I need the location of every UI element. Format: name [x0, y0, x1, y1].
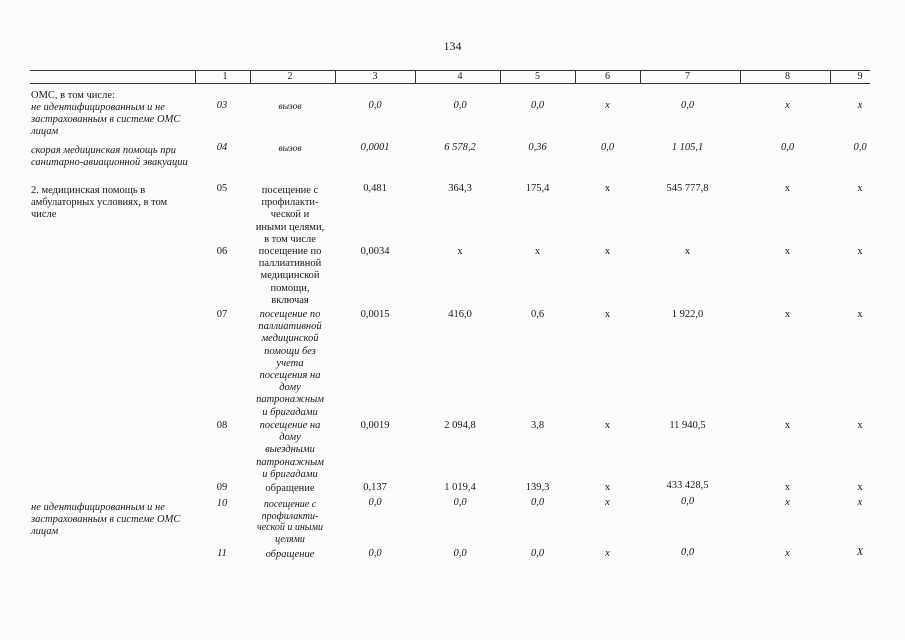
row-value-col3: 0,137 — [363, 482, 387, 493]
row-value-col6: x — [604, 309, 611, 320]
header-col-9: 9 — [857, 71, 863, 82]
row-value-col5: 0,6 — [530, 309, 545, 320]
row-value-col3: 0,0001 — [360, 142, 390, 153]
row-value-col5: 175,4 — [525, 183, 550, 194]
row-value-col4: 0,0 — [453, 548, 467, 559]
row-value-col6: 0,0 — [600, 142, 615, 153]
row-code: 03 — [216, 100, 228, 111]
row-value-col4: 416,0 — [448, 309, 472, 320]
row-value-col7: 433 428,5 — [666, 480, 709, 491]
row-code: 10 — [216, 498, 228, 509]
header-col-6: 6 — [605, 71, 610, 82]
row-unit: вызов — [278, 102, 302, 112]
row-code: 08 — [216, 420, 228, 431]
header-col-3: 3 — [372, 71, 378, 82]
row-unit: обращение — [265, 549, 315, 560]
row-value-col3: 0,0 — [368, 497, 382, 508]
row-code: 05 — [216, 183, 228, 194]
row-description: 2. медицинская помощь в амбулаторных условиях, в том числе — [31, 185, 168, 221]
row-value-col9: x — [857, 183, 863, 194]
header-col-4: 4 — [457, 71, 463, 82]
row-value-col9: 0,0 — [853, 142, 867, 153]
row-value-col4: 2 094,8 — [444, 420, 476, 431]
row-value-col4: x — [457, 246, 463, 257]
row-value-col5: 0,0 — [530, 548, 545, 559]
row-value-col7: 0,0 — [680, 496, 695, 507]
row-description: ОМС, в том числе: — [31, 90, 115, 101]
col-divider — [415, 70, 416, 83]
header-col-1: 1 — [222, 71, 228, 82]
page-number: 134 — [443, 39, 462, 53]
col-divider — [195, 70, 196, 83]
row-value-col8: 0,0 — [780, 142, 795, 153]
header-col-8: 8 — [785, 71, 790, 82]
header-col-7: 7 — [685, 71, 690, 82]
row-value-col4: 0,0 — [453, 100, 467, 111]
row-value-col6: x — [604, 482, 611, 493]
row-code: 04 — [216, 142, 228, 153]
row-value-col3: 0,0034 — [360, 246, 390, 257]
row-value-col3: 0,0019 — [360, 420, 390, 431]
row-code: 09 — [216, 482, 228, 493]
row-value-col5: x — [534, 246, 541, 257]
row-value-col9: x — [857, 246, 863, 257]
row-code: 06 — [216, 246, 228, 257]
col-divider — [250, 70, 251, 83]
row-code: 11 — [217, 548, 227, 559]
row-value-col9: x — [857, 309, 863, 320]
row-value-col7: 545 777,8 — [666, 183, 709, 194]
row-value-col5: 0,0 — [530, 497, 545, 508]
row-value-col7: 0,0 — [680, 100, 695, 111]
row-value-col7: x — [684, 246, 691, 257]
row-unit: посещение с профилакти-ческой и иными целями — [257, 499, 323, 545]
row-value-col8: x — [784, 309, 791, 320]
row-value-col3: 0,0 — [368, 548, 382, 559]
col-divider — [740, 70, 741, 83]
row-value-col4: 0,0 — [453, 497, 467, 508]
row-value-col8: x — [785, 100, 790, 111]
row-value-col7: 1 105,1 — [671, 142, 704, 153]
row-value-col6: x — [604, 183, 611, 194]
row-code: 07 — [216, 309, 228, 320]
row-value-col8: x — [784, 482, 791, 493]
row-value-col7: 11 940,5 — [669, 420, 706, 431]
row-value-col8: x — [785, 548, 790, 559]
col-divider — [575, 70, 576, 83]
header-col-2: 2 — [287, 71, 293, 82]
row-value-col8: x — [784, 420, 791, 431]
row-value-col4: 1 019,4 — [444, 482, 476, 493]
row-value-col4: 6 578,2 — [444, 142, 476, 153]
row-value-col8: x — [784, 183, 791, 194]
row-value-col9: x — [857, 497, 863, 508]
col-divider — [830, 70, 831, 83]
row-description: скорая медицинская помощь при санитарно-авиационной эвакуации — [31, 145, 188, 169]
row-value-col6: x — [605, 100, 610, 111]
row-value-col8: x — [785, 497, 790, 508]
row-value-col7: 1 922,0 — [671, 309, 704, 320]
row-value-col6: x — [604, 246, 611, 257]
row-value-col5: 139,3 — [525, 482, 550, 493]
row-value-col5: 0,36 — [528, 142, 547, 153]
row-unit: посещение с профилакти-ческой и иными целями, в том числе — [255, 185, 325, 245]
row-value-col9: x — [857, 420, 863, 431]
row-value-col3: 0,0 — [368, 100, 382, 111]
row-unit: вызов — [278, 144, 302, 154]
row-unit: посещение по паллиативной медицинской помощи, включая — [258, 246, 322, 306]
row-unit: обращение — [265, 483, 315, 494]
row-value-col7: 0,0 — [680, 547, 695, 558]
row-value-col9: x — [857, 482, 863, 493]
col-divider — [500, 70, 501, 83]
row-unit: посещение на дому выездными патронажным и бригадами — [256, 420, 324, 480]
row-value-col9: x — [857, 100, 863, 111]
row-value-col5: 3,8 — [530, 420, 545, 431]
row-description: не идентифицированным и не застрахованным в системе ОМС лицам — [31, 502, 181, 538]
row-value-col6: x — [604, 420, 611, 431]
row-value-col3: 0,0015 — [360, 309, 390, 320]
row-value-col8: x — [784, 246, 791, 257]
row-value-col5: 0,0 — [530, 100, 545, 111]
header-col-5: 5 — [535, 71, 540, 82]
row-value-col3: 0,481 — [363, 183, 387, 194]
row-description: не идентифицированным и не застрахованным в системе ОМС лицам — [31, 102, 181, 138]
row-unit: посещение по паллиативной медицинской помощи без учета посещения на дому патронажным и бригадами — [256, 309, 324, 418]
row-value-col9: X — [856, 547, 864, 558]
col-divider — [335, 70, 336, 83]
row-value-col6: x — [605, 497, 610, 508]
row-value-col4: 364,3 — [448, 183, 472, 194]
row-value-col6: x — [605, 548, 610, 559]
header-bottom-border — [30, 83, 870, 84]
